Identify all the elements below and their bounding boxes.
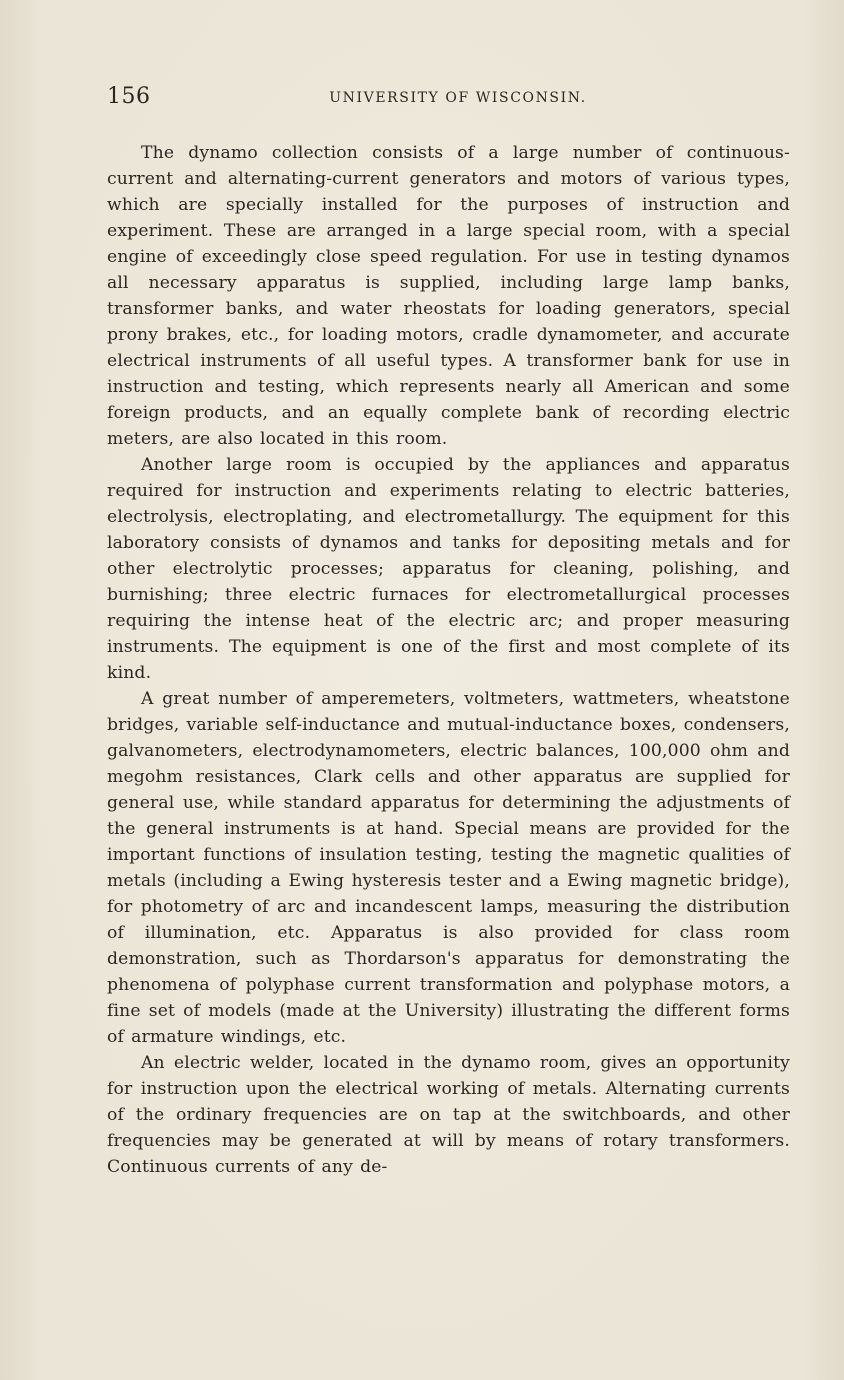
page-number: 156 bbox=[107, 84, 151, 109]
running-head: UNIVERSITY OF WISCONSIN. bbox=[329, 90, 587, 106]
body-text bbox=[107, 140, 790, 1180]
paragraph-electrochemistry-room: Another large room is occupied by the appliances and apparatus required for instruction and experiments relating to electric batteries, electrolysis, electroplating, and electrometallurgy. The equipment for this laboratory consists of dynamos and tanks for depositing metals and for other electrolytic processes; apparatus for cleaning, polishing, and burnishing; three electric furnaces for electrometallurgical processes requiring the intense heat of the electric arc; and proper measuring instruments. The equipment is one of the first and most complete of its kind. bbox=[107, 455, 790, 683]
page-header bbox=[107, 84, 791, 116]
paragraph-electric-welder: An electric welder, located in the dynamo room, gives an opportunity for instruction upon the electrical working of metals. Alternating currents of the ordinary frequencies are on tap at the switchboards, and other frequencies may be generated at will by means of rotary transformers. Continuous currents of any de- bbox=[107, 1053, 790, 1177]
paragraph-instruments: A great number of amperemeters, voltmeters, wattmeters, wheatstone bridges, variable self-inductance and mutual-inductance boxes, condensers, galvanometers, electrodynamometers, electric balances, 100,000 ohm and megohm resistances, Clark cells and other apparatus are supplied for general use, while standard apparatus for determining the adjustments of the general instruments is at hand. Special means are provided for the important functions of insulation testing, testing the magnetic qualities of metals (including a Ewing hysteresis tester and a Ewing magnetic bridge), for photometry of arc and incandescent lamps, measuring the distribution of illumination, etc. Apparatus is also provided for class room demonstration, such as Thordarson's apparatus for demonstrating the phenomena of polyphase current transformation and polyphase motors, a fine set of models (made at the University) illustrating the different forms of armature windings, etc. bbox=[107, 689, 790, 1047]
paragraph-dynamo-collection: The dynamo collection consists of a large number of continuous-current and alternating-current generators and motors of various types, which are specially installed for the purposes of instruction and experiment. These are arranged in a large special room, with a special engine of exceedingly close speed regulation. For use in testing dynamos all necessary apparatus is supplied, including large lamp banks, transformer banks, and water rheostats for loading generators, special prony brakes, etc., for loading motors, cradle dynamometer, and accurate electrical instruments of all useful types. A transformer bank for use in instruction and testing, which represents nearly all American and some foreign products, and an equally complete bank of recording electric meters, are also located in this room. bbox=[107, 143, 790, 449]
